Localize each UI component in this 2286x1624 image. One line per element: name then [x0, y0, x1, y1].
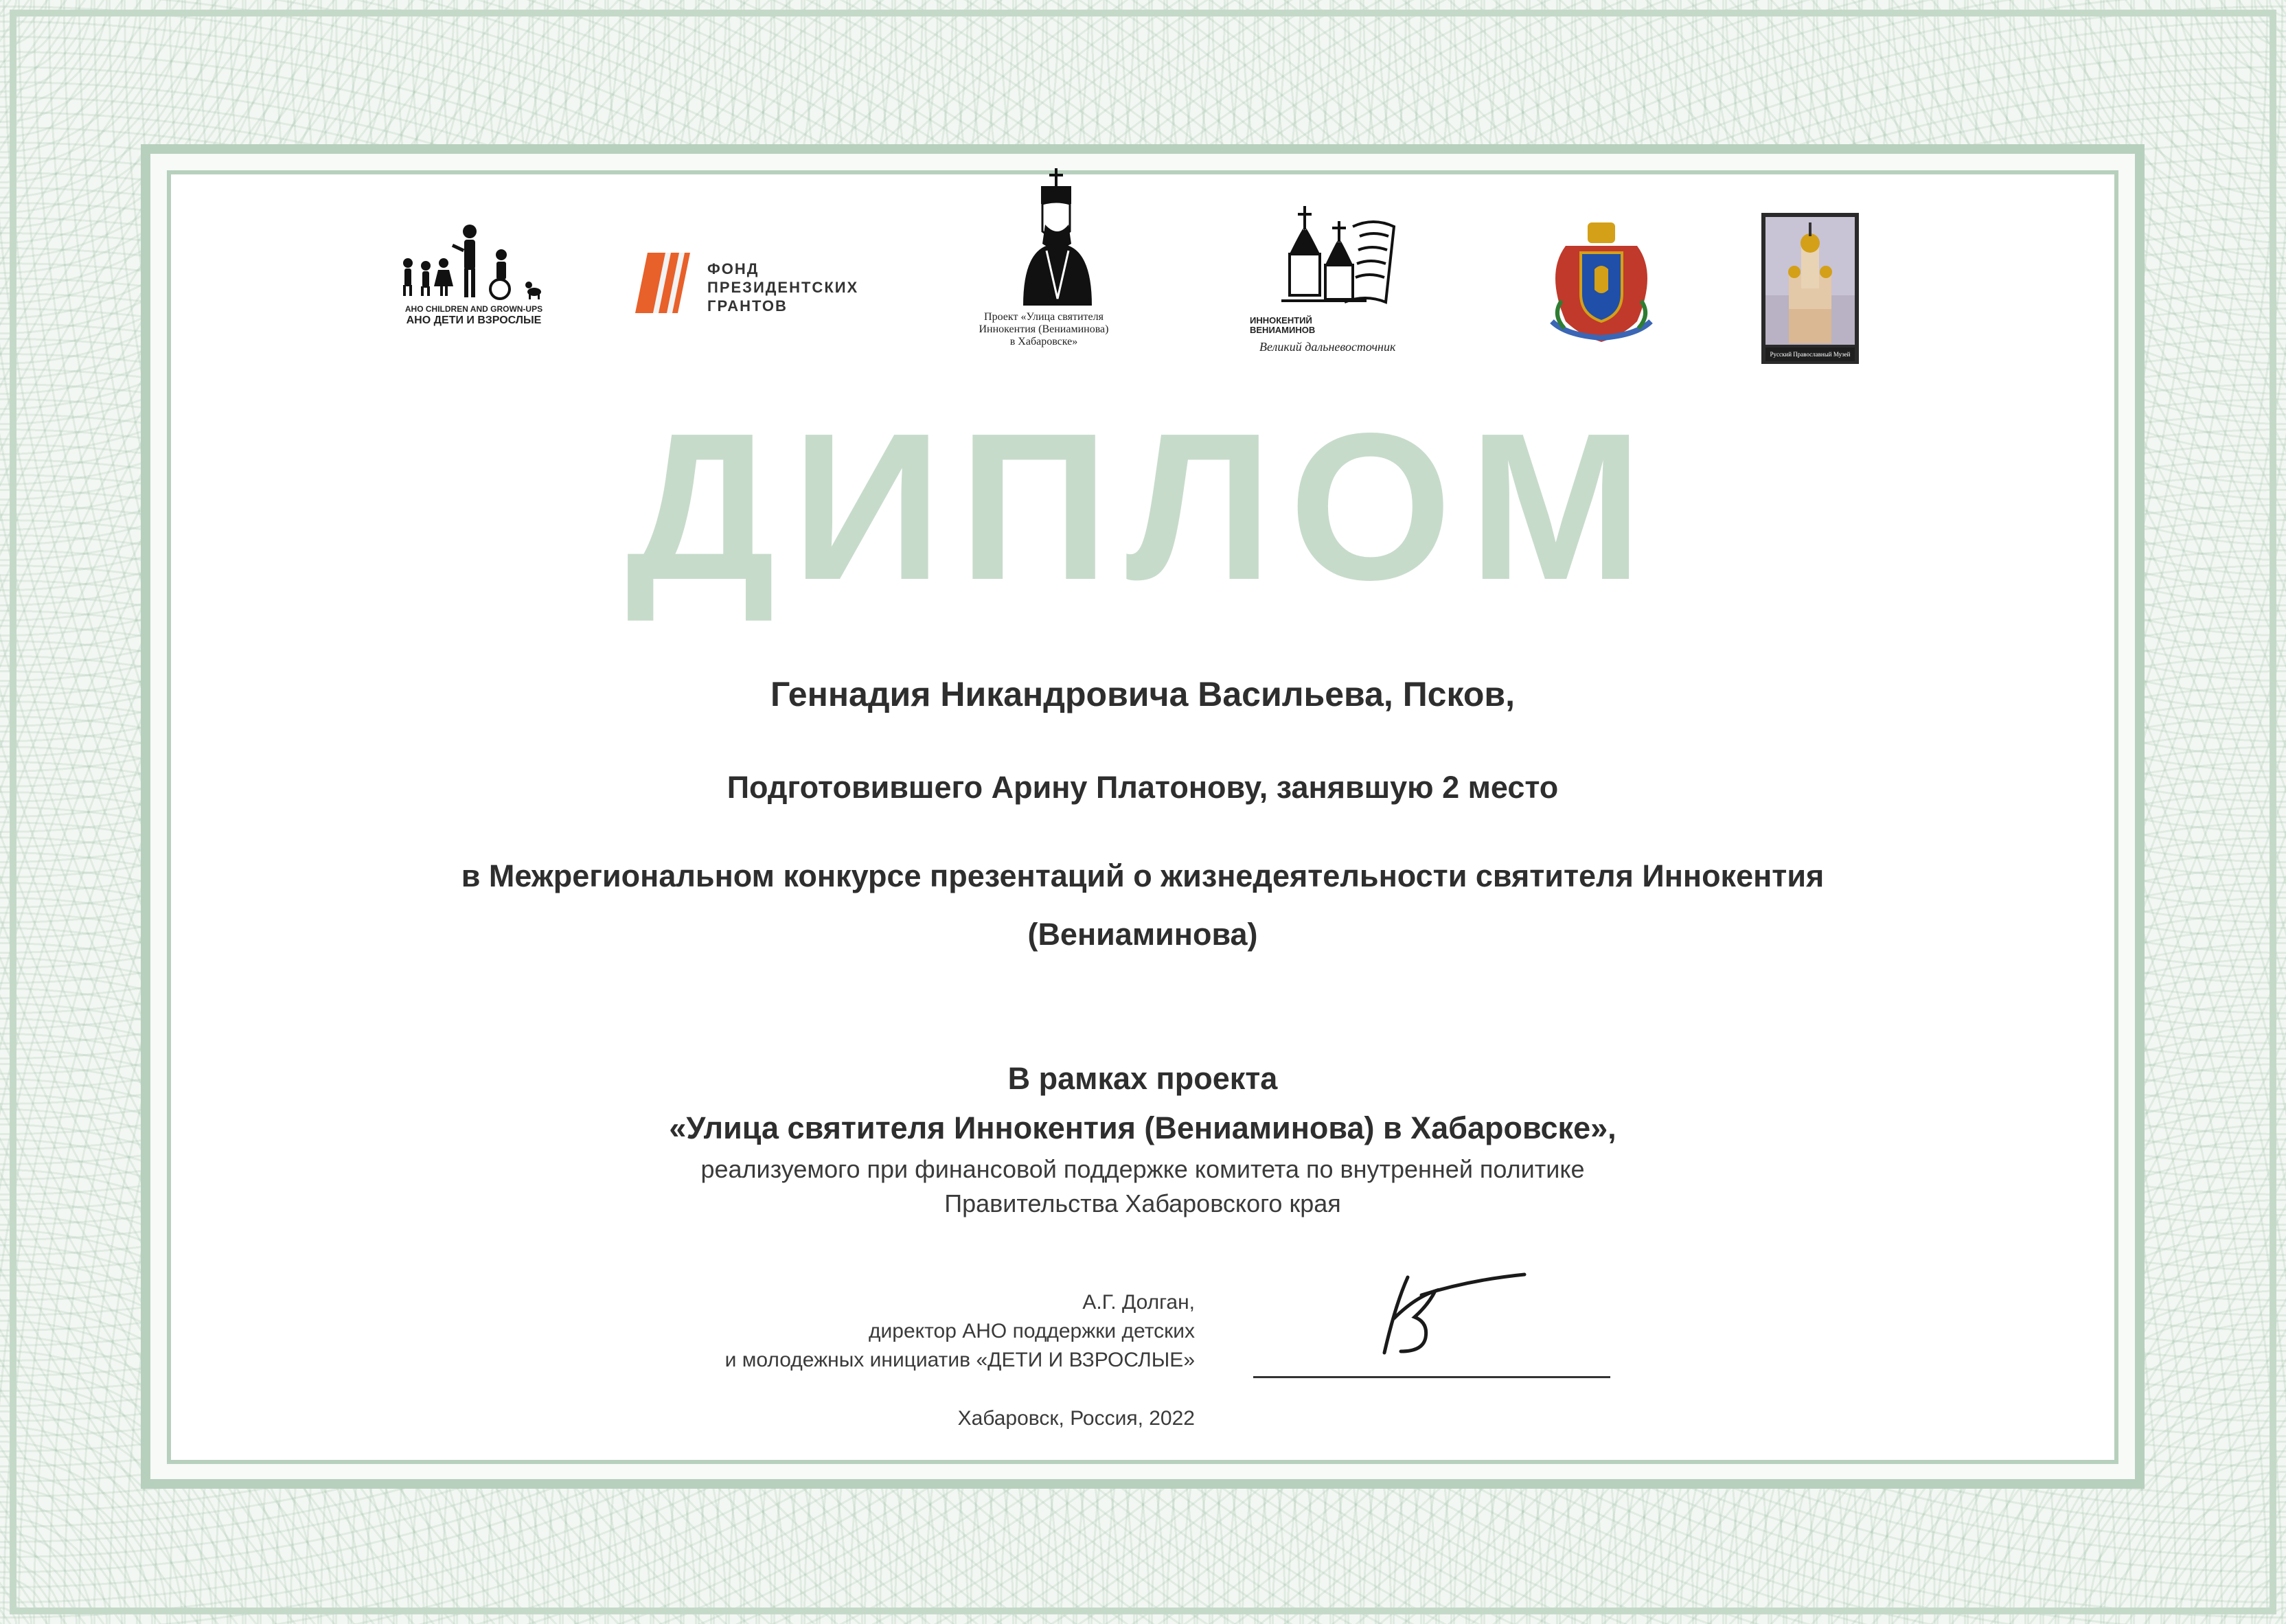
frame-inner — [167, 170, 2118, 1464]
logo-coat-of-arms — [1545, 218, 1658, 349]
logo-innokenty-veniaminov — [1250, 206, 1435, 364]
signatory-position-1: директор АНО поддержки детских — [869, 1320, 1195, 1342]
project-line-2: Иннокентия (Вениаминова) — [979, 323, 1109, 335]
signature-line — [1253, 1376, 1610, 1378]
grants-line-2: ПРЕЗИДЕНТСКИХ — [707, 279, 859, 296]
recipient-name: Геннадия Никандровича Васильева, Псков, — [770, 675, 1515, 713]
grants-flag-icon — [635, 250, 704, 316]
handwritten-signature — [1367, 1263, 1552, 1366]
grants-line-3: ГРАНТОВ — [707, 297, 788, 314]
support-line-1: реализуемого при финансовой поддержке комитета по внутренней политике — [700, 1155, 1585, 1183]
achievement-line: Подготовившего Арину Платонову, занявшую 2 место — [727, 770, 1559, 805]
project-line-1: Проект «Улица святителя — [984, 311, 1104, 323]
innokenty-line-1: ИННОКЕНТИЙ — [1250, 315, 1312, 325]
project-line-3: в Хабаровске» — [1009, 336, 1078, 347]
project-intro: В рамках проекта — [1007, 1061, 1278, 1096]
signatory-name: А.Г. Долган, — [1082, 1291, 1195, 1314]
grants-line-1: ФОНД — [707, 260, 759, 277]
family-silhouette-icon — [398, 223, 549, 304]
khabarovsk-coat-of-arms-icon — [1545, 218, 1658, 349]
signatory-position-2: и молодежных инициатив «ДЕТИ И ВЗРОСЛЫЕ» — [724, 1349, 1195, 1371]
diploma-title: ДИПЛОМ — [626, 389, 1660, 624]
cathedral-photo-icon — [1761, 213, 1859, 364]
support-line-2: Правительства Хабаровского края — [944, 1189, 1341, 1217]
signatory-block — [549, 1288, 1195, 1375]
saint-portrait-icon — [1016, 168, 1099, 309]
children-adults-russian: АНО ДЕТИ И ВЗРОСЛЫЕ — [406, 314, 542, 326]
contest-line-1: в Межрегиональном конкурсе презентаций о жизнедеятельности святителя Иннокентия — [461, 858, 1825, 893]
logo-presidential-grants — [635, 247, 889, 330]
contest-line-2: (Вениаминова) — [1027, 917, 1258, 952]
innokenty-line-2: ВЕНИАМИНОВ — [1250, 325, 1316, 335]
project-name: «Улица святителя Иннокентия (Вениаминова) в Хабаровске», — [669, 1110, 1616, 1145]
logo-museum — [1761, 213, 1859, 364]
innokenty-tagline: Великий дальневосточник — [1259, 340, 1396, 354]
place-date: Хабаровск, Россия, 2022 — [957, 1407, 1195, 1430]
museum-caption: Русский Православный Музей — [1770, 351, 1851, 358]
church-book-icon — [1277, 206, 1401, 323]
logo-project-street — [941, 168, 1147, 357]
children-adults-english: АНО CHILDREN AND GROWN-UPS — [404, 304, 543, 314]
logo-children-and-adults — [398, 223, 549, 333]
